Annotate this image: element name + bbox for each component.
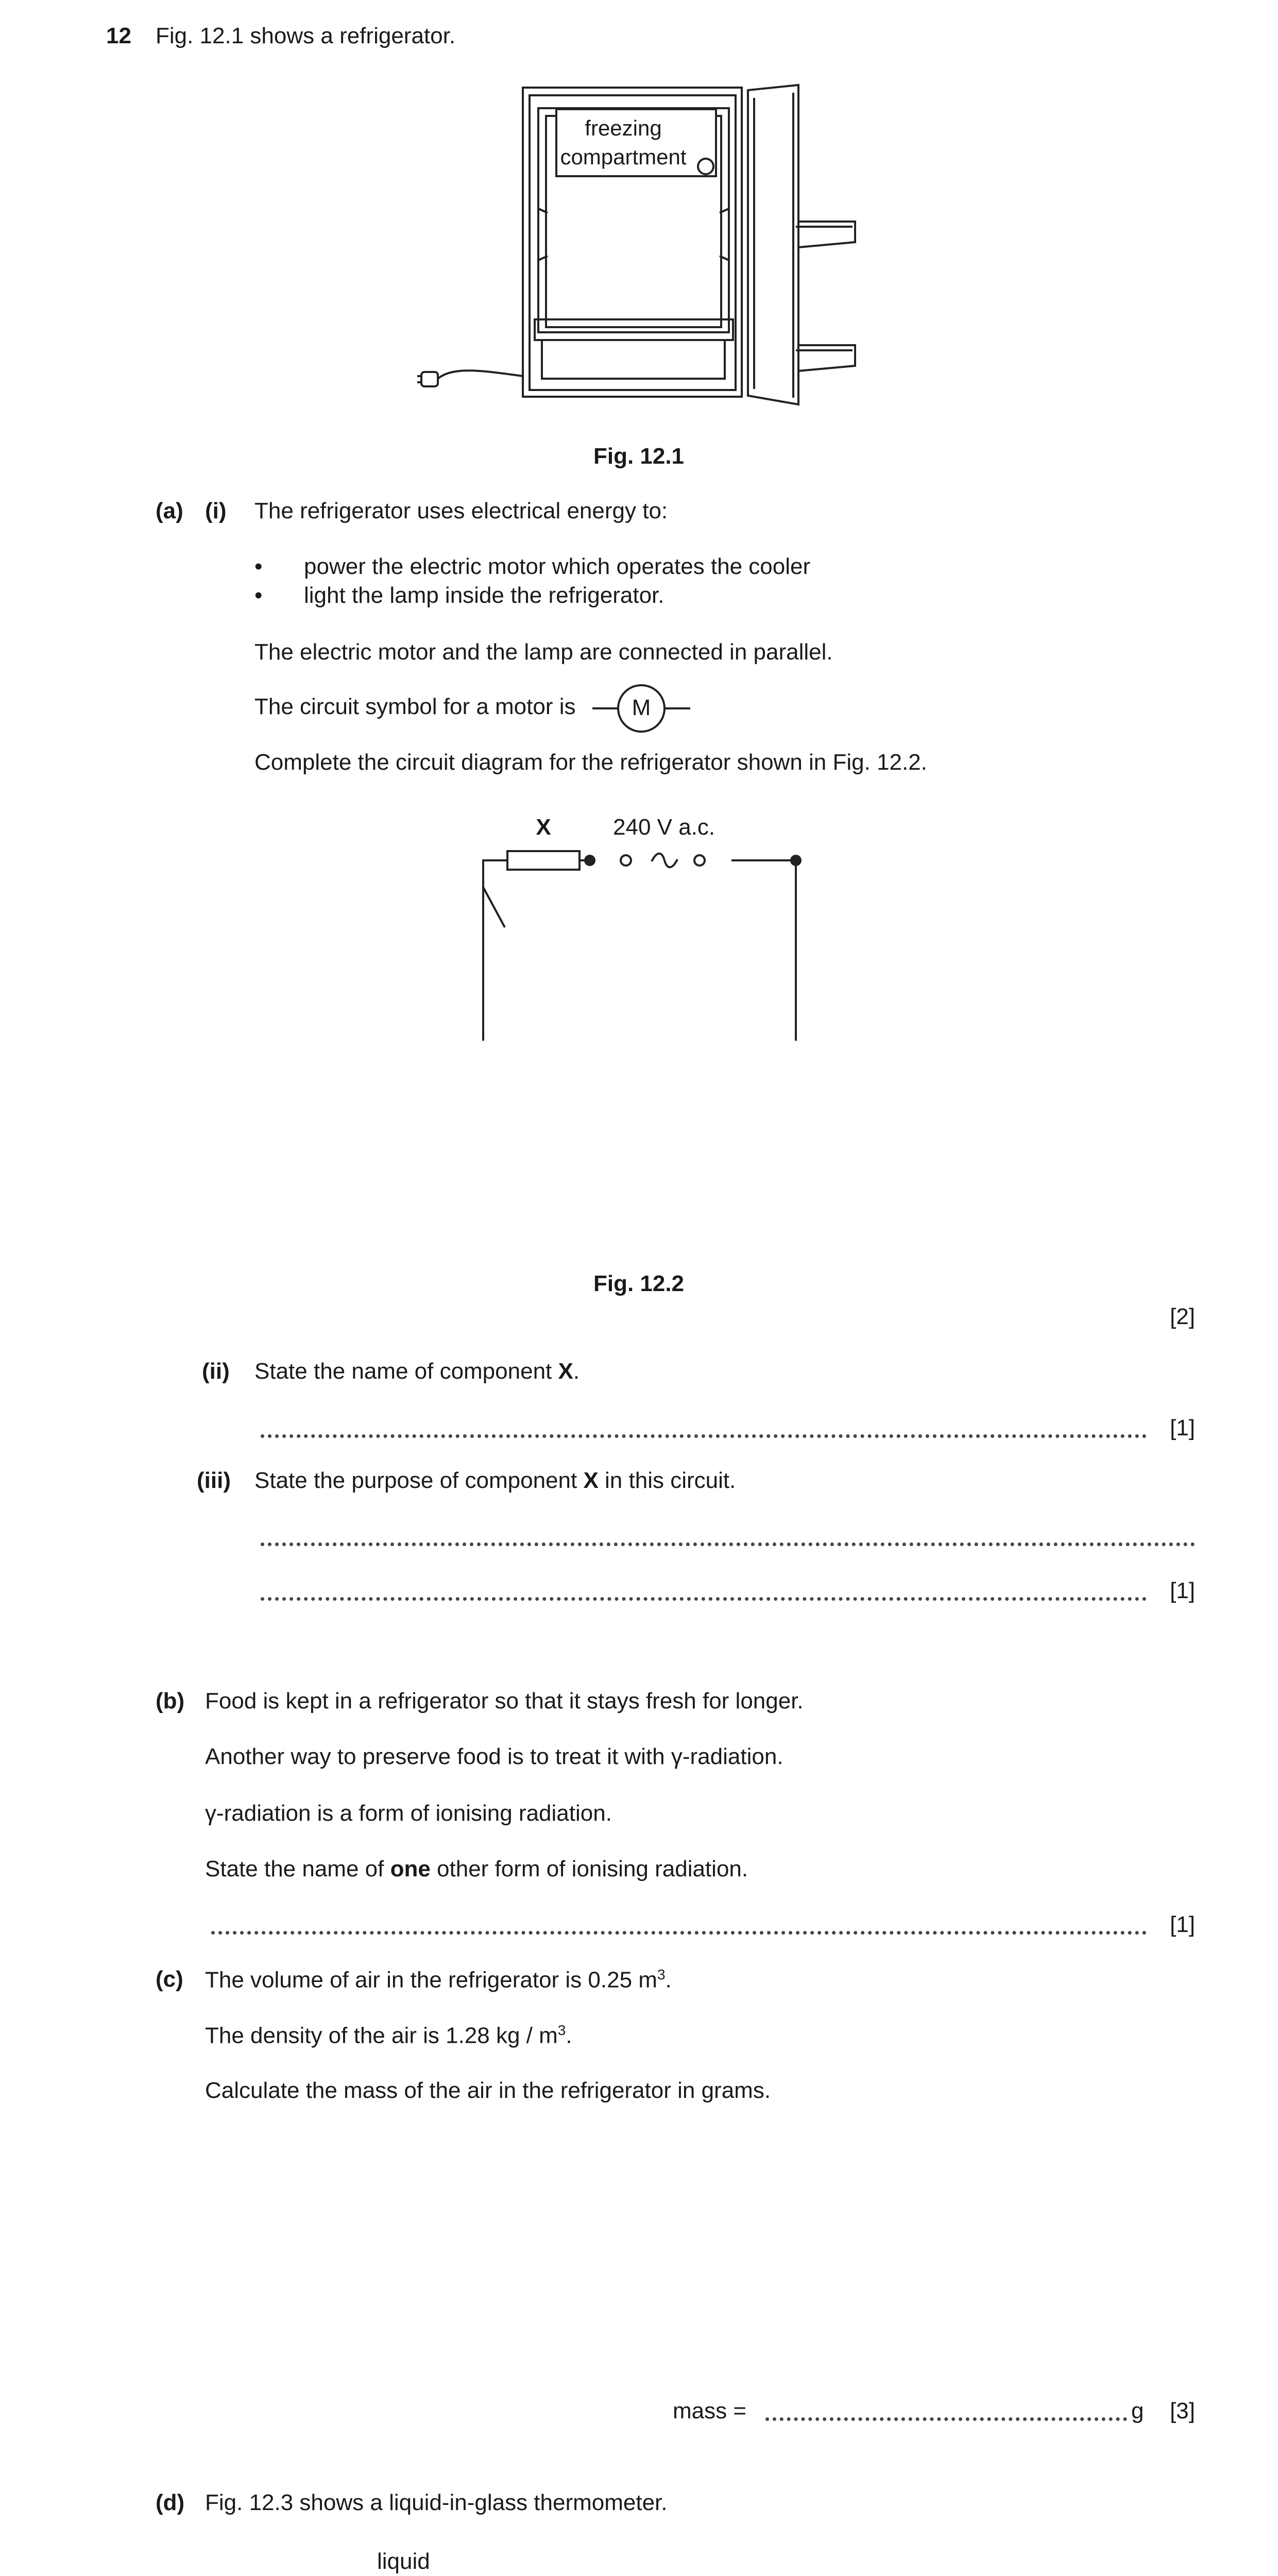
part-c-task: Calculate the mass of the air in the refrigerator in grams. [205, 2078, 771, 2103]
part-a-i-label: (i) [205, 498, 227, 523]
mass-unit: g [1131, 2398, 1144, 2424]
circuit-task: Complete the circuit diagram for the refrigerator shown in Fig. 12.2. [254, 750, 927, 775]
part-d-intro: Fig. 12.3 shows a liquid-in-glass thermometer. [205, 2490, 668, 2515]
part-a-ii-label: (ii) [202, 1359, 230, 1384]
motor-symbol-text: The circuit symbol for a motor is [254, 694, 576, 719]
answer-line-b[interactable] [211, 1931, 1147, 1935]
parallel-statement: The electric motor and the lamp are connected in parallel. [254, 639, 833, 665]
part-c-density: The density of the air is 1.28 kg / $m^3$. [205, 2022, 572, 2048]
bullet-marker: • [254, 554, 263, 579]
liquid-label: liquid [377, 2549, 430, 2574]
part-a-i-stem: The refrigerator uses electrical energy to: [254, 498, 668, 523]
fig-12-2-caption: Fig. 12.2 [593, 1271, 685, 1296]
part-a-iii-label: (iii) [197, 1468, 231, 1493]
part-b-line1: Food is kept in a refrigerator so that it stays fresh for longer. [205, 1688, 804, 1714]
bullet-marker: • [254, 583, 263, 608]
part-a-label: (a) [156, 498, 183, 523]
marks-a-iii: [1] [1170, 1578, 1195, 1603]
question-intro: Fig. 12.1 shows a refrigerator. [156, 23, 456, 48]
part-b-line3: γ-radiation is a form of ionising radiation. [205, 1801, 612, 1826]
part-d-label: (d) [156, 2490, 185, 2515]
component-x-label: X [536, 815, 551, 840]
answer-line-a-iii-1[interactable] [261, 1543, 1195, 1546]
marks-a-ii: [1] [1170, 1415, 1195, 1440]
freezing-label-line1: freezing [585, 116, 662, 140]
mass-answer-line[interactable] [765, 2417, 1127, 2421]
supply-label: 240 V a.c. [613, 815, 715, 840]
part-b-label: (b) [156, 1688, 185, 1714]
part-b-line4: State the name of one other form of ionising radiation. [205, 1856, 748, 1882]
fig-12-1-caption: Fig. 12.1 [593, 444, 685, 469]
part-c-label: (c) [156, 1967, 183, 1992]
bullet-item: power the electric motor which operates the cooler [304, 554, 811, 579]
marks-a-i: [2] [1170, 1304, 1195, 1329]
answer-line-a-ii[interactable] [261, 1434, 1147, 1438]
part-a-iii-text: State the purpose of component X in this circuit. [254, 1468, 736, 1493]
answer-line-a-iii-2[interactable] [261, 1597, 1147, 1601]
part-c-volume: The volume of air in the refrigerator is 0.25 $m^3$. [205, 1967, 672, 1993]
part-b-line2: Another way to preserve food is to treat it with γ-radiation. [205, 1744, 783, 1769]
marks-c: [3] [1170, 2398, 1195, 2424]
motor-letter: M [632, 695, 651, 720]
part-a-ii-text: State the name of component X. [254, 1359, 580, 1384]
question-number: 12 [106, 23, 131, 48]
mass-label: mass = [673, 2398, 747, 2424]
bullet-item: light the lamp inside the refrigerator. [304, 583, 664, 608]
freezing-label-line2: compartment [560, 145, 687, 169]
marks-b: [1] [1170, 1912, 1195, 1937]
